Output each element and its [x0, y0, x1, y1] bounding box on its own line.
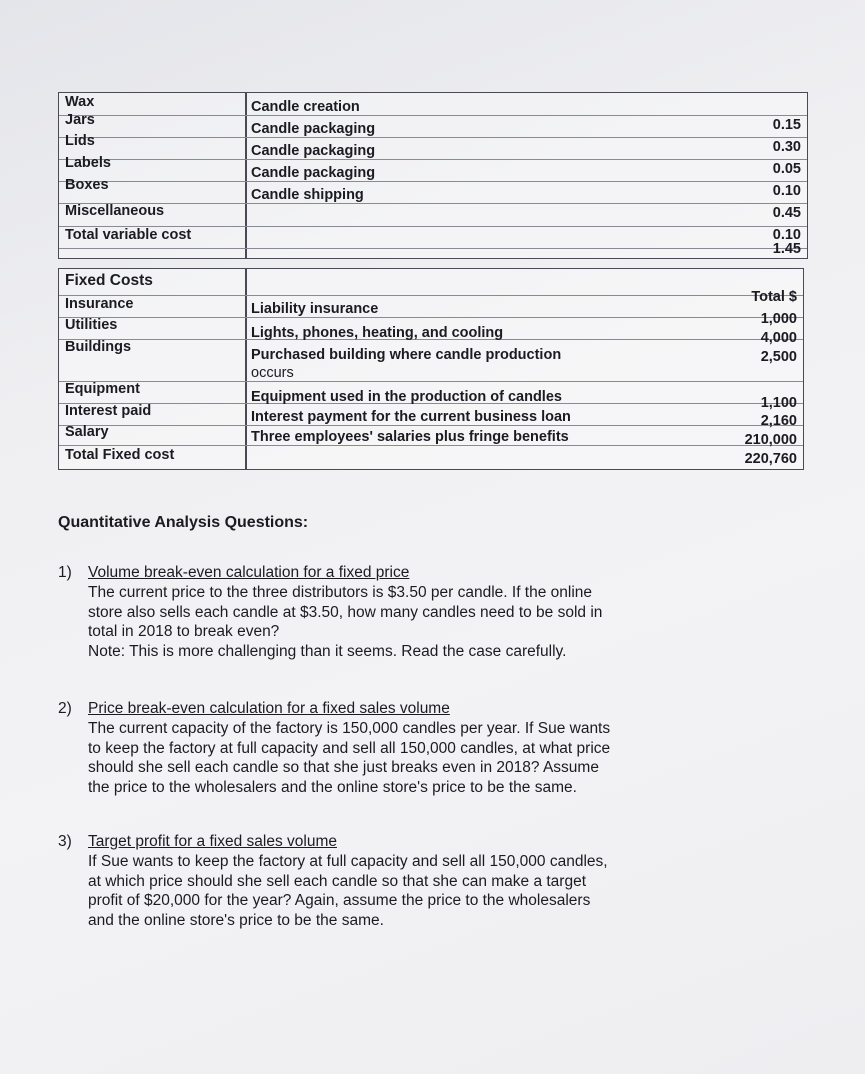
- table-cell-amount: 4,000: [760, 330, 797, 346]
- table-header-total: Total $: [751, 289, 797, 305]
- table-header-fixed-costs: Fixed Costs: [65, 272, 153, 289]
- question-title: Target profit for a fixed sales volume: [88, 833, 337, 850]
- question-title: Price break-even calculation for a fixed sales volume: [88, 700, 450, 717]
- table-cell-amount: 220,760: [744, 451, 797, 467]
- question-line: profit of $20,000 for the year? Again, assume the price to the wholesalers: [88, 892, 591, 909]
- table-divider: [245, 93, 247, 258]
- question-line: store also sells each candle at $3.50, how many candles need to be sold in: [88, 603, 603, 621]
- question-line: and the online store's price to be the same.: [88, 911, 384, 929]
- table-cell-amount: 1,100: [760, 395, 797, 411]
- table-cell-item: Equipment: [65, 381, 140, 397]
- table-cell-amount: 210,000: [744, 432, 797, 448]
- table-cell-item: Insurance: [65, 296, 134, 312]
- question-line: should she sell each candle so that she just breaks even in 2018? Assume: [88, 759, 599, 776]
- table-cell-item: Wax: [65, 94, 95, 110]
- question-line: the price to the wholesalers and the online store's price to be the same.: [88, 778, 577, 796]
- table-cell-description: occurs: [251, 365, 294, 381]
- table-cell-amount: 2,160: [760, 413, 797, 429]
- question-line: Note: This is more challenging than it seems. Read the case carefully.: [88, 642, 567, 660]
- table-cell-item: Lids: [65, 133, 95, 149]
- table-cell-description: Candle shipping: [251, 187, 364, 203]
- question-3: [58, 832, 758, 942]
- table-divider: [245, 269, 247, 469]
- table-cell-item: Total Fixed cost: [65, 447, 175, 463]
- table-cell-description: Lights, phones, heating, and cooling: [251, 325, 504, 341]
- table-cell-item: Jars: [65, 112, 95, 128]
- table-cell-amount: 0.10: [772, 227, 801, 243]
- table-cell-description: Interest payment for the current business loan: [251, 409, 571, 425]
- table-cell-item: Labels: [65, 155, 111, 171]
- table-cell-amount: 0.15: [772, 117, 801, 133]
- question-number: 3): [58, 833, 72, 850]
- table-cell-amount: 0.45: [772, 205, 801, 221]
- question-body: [88, 583, 758, 661]
- question-line: to keep the factory at full capacity and sell all 150,000 candles, at what price: [88, 739, 611, 757]
- question-line: The current price to the three distributors is $3.50 per candle. If the online: [88, 584, 593, 601]
- table-cell-description: Liability insurance: [251, 301, 379, 317]
- question-line: total in 2018 to break even?: [88, 623, 280, 640]
- question-body: [88, 719, 758, 797]
- table-cell-description: Candle packaging: [251, 121, 376, 137]
- table-cell-amount: 1,000: [760, 311, 797, 327]
- table-cell-item: Miscellaneous: [65, 203, 165, 219]
- table-cell-amount: 0.30: [772, 139, 801, 155]
- question-body: [88, 852, 758, 930]
- table-cell-description: Candle creation: [251, 99, 360, 115]
- variable-cost-table: [58, 92, 808, 259]
- table-cell-amount: 0.05: [772, 161, 801, 177]
- question-title: Volume break-even calculation for a fixed price: [88, 564, 410, 581]
- table-cell-description: Purchased building where candle production: [251, 347, 562, 363]
- table-cell-item: Salary: [65, 424, 109, 440]
- table-cell-item: Buildings: [65, 339, 132, 355]
- table-cell-item: Utilities: [65, 317, 118, 333]
- question-1: [58, 563, 758, 673]
- question-line: If Sue wants to keep the factory at full capacity and sell all 150,000 candles,: [88, 853, 608, 870]
- table-cell-description: Equipment used in the production of candles: [251, 389, 562, 405]
- question-line: The current capacity of the factory is 150,000 candles per year. If Sue wants: [88, 720, 611, 737]
- question-line: at which price should she sell each candle so that she can make a target: [88, 872, 587, 890]
- table-cell-description: Candle packaging: [251, 143, 376, 159]
- table-cell-item: Total variable cost: [65, 227, 192, 243]
- questions-heading: Quantitative Analysis Questions:: [58, 514, 309, 531]
- table-cell-amount: 0.10: [772, 183, 801, 199]
- question-number: 1): [58, 564, 72, 581]
- question-number: 2): [58, 700, 72, 717]
- table-cell-item: Interest paid: [65, 403, 152, 419]
- table-cell-item: Boxes: [65, 177, 109, 193]
- fixed-cost-table: [58, 268, 804, 470]
- table-cell-amount: 1.45: [772, 241, 801, 257]
- question-2: [58, 699, 758, 809]
- table-cell-amount: 2,500: [760, 349, 797, 365]
- table-cell-description: Candle packaging: [251, 165, 376, 181]
- table-cell-description: Three employees' salaries plus fringe benefits: [251, 429, 569, 445]
